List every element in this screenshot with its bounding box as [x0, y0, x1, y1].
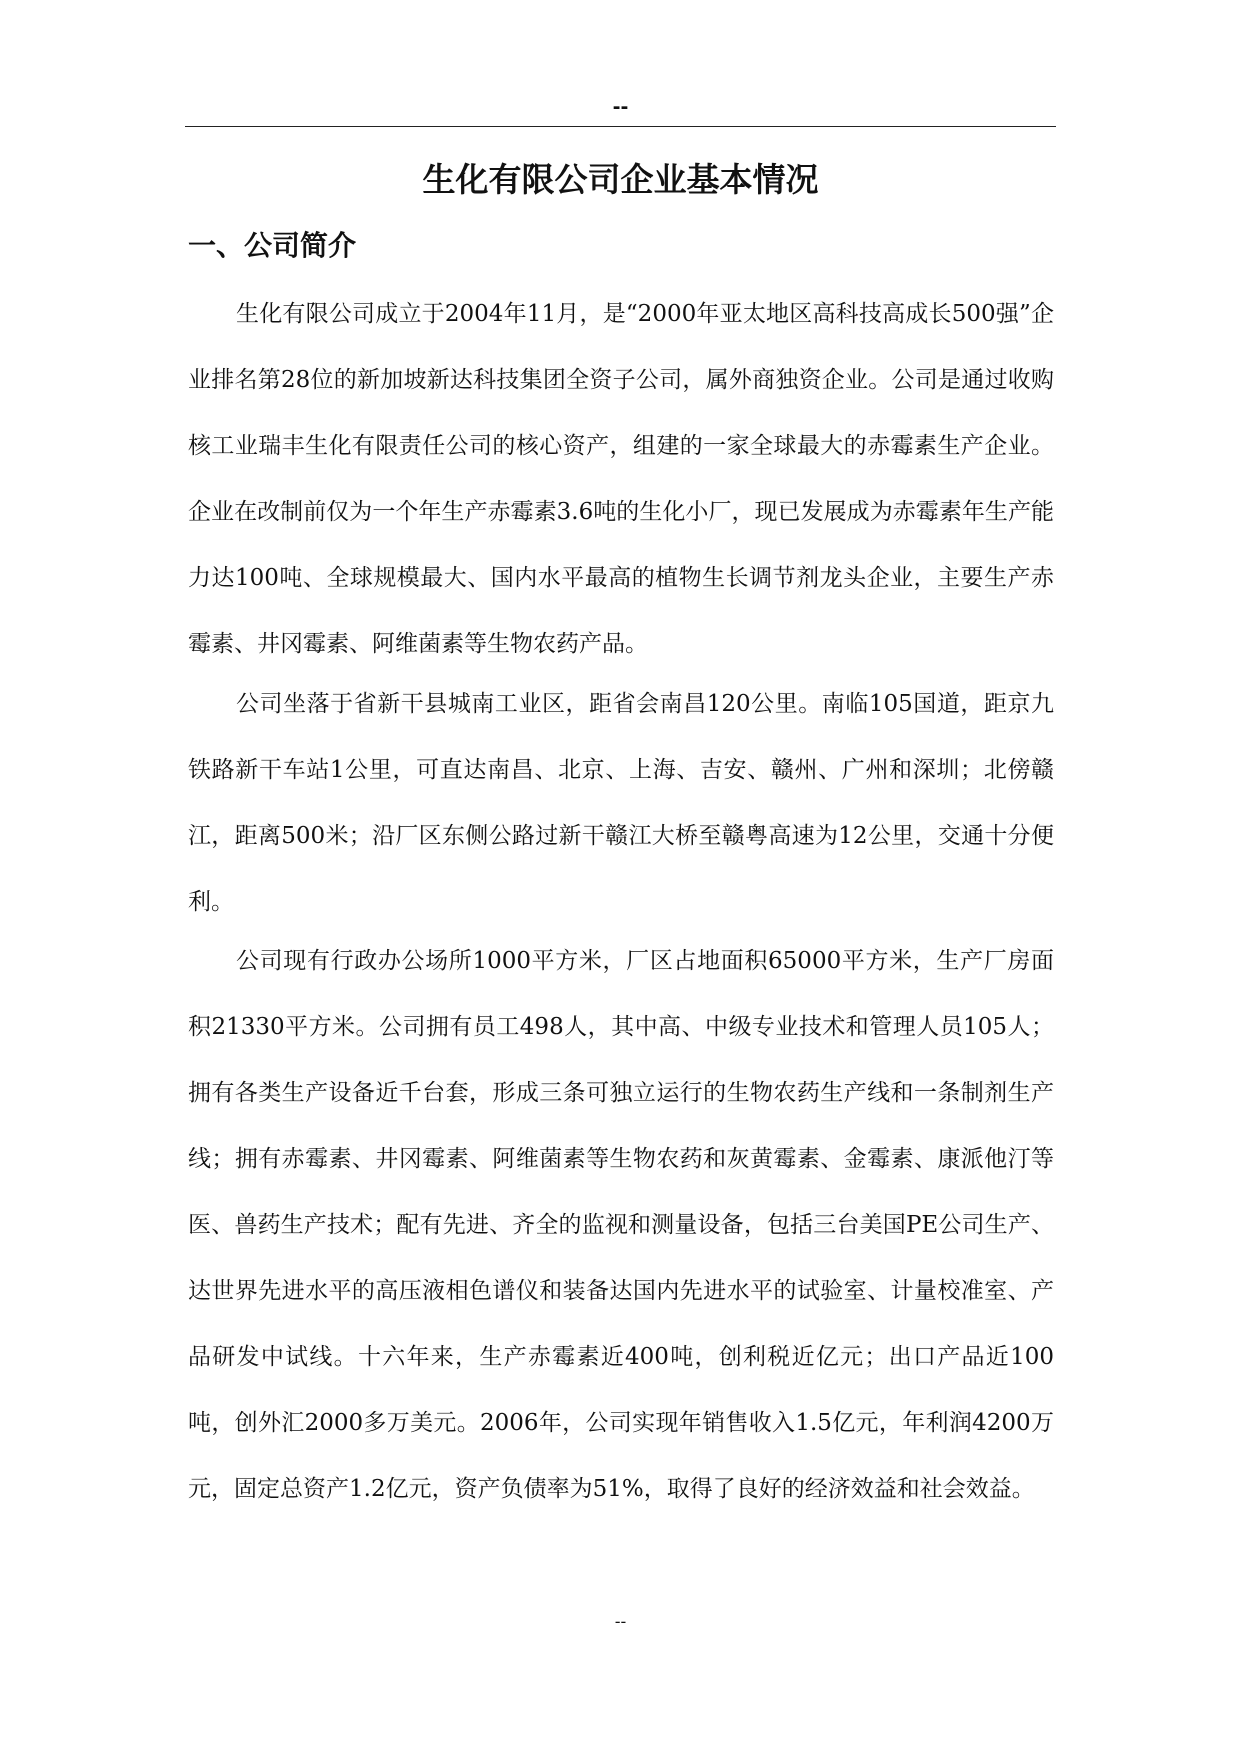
page-footer-mark: --: [614, 1612, 627, 1631]
section-heading: 一、公司简介: [188, 229, 357, 262]
document-title: 生化有限公司企业基本情况: [422, 160, 819, 199]
paragraph-company-profile: 生化有限公司成立于2004年11月，是“2000年亚太地区高科技高成长500强”企业排名第28位的新加坡新达科技集团全资子公司，属外商独资企业。公司是通过收购核工业瑞丰生化有限责任公司的核心资产，组建的一家全球最大的赤霉素生产企业。企业在改制前仅为一个年生产赤霉素3.6吨的生化小厂，现已发展成为赤霉素年生产能力达100吨、全球规模最大、国内水平最高的植物生长调节剂龙头企业，主要生产赤霉素、井冈霉素、阿维菌素等生物农药产品。: [188, 301, 1054, 657]
page-header-mark: --: [612, 96, 629, 118]
paragraph-facilities: 公司现有行政办公场所1000平方米，厂区占地面积65000平方米，生产厂房面积21330平方米。公司拥有员工498人，其中高、中级专业技术和管理人员105人；拥有各类生产设备近千台套，形成三条可独立运行的生物农药生产线和一条制剂生产线；拥有赤霉素、井冈霉素、阿维菌素等生物农药和灰黄霉素、金霉素、康派他汀等医、兽药生产技术；配有先进、齐全的监视和测量设备，包括三台美国PE公司生产、达世界先进水平的高压液相色谱仪和装备达国内先进水平的试验室、计量校准室、产品研发中试线。十六年来，生产赤霉素近400吨，创利税近亿元；出口产品近100吨，创外汇2000多万美元。2006年，公司实现年销售收入1.5亿元，年利润4200万元，固定总资产1.2亿元，资产负债率为51%，取得了良好的经济效益和社会效益。: [188, 948, 1054, 1502]
paragraph-location: 公司坐落于省新干县城南工业区，距省会南昌120公里。南临105国道，距京九铁路新干车站1公里，可直达南昌、北京、上海、吉安、赣州、广州和深圳；北傍赣江，距离500米；沿厂区东侧公路过新干赣江大桥至赣粤高速为12公里，交通十分便利。: [188, 691, 1054, 915]
header-divider: [185, 126, 1056, 127]
